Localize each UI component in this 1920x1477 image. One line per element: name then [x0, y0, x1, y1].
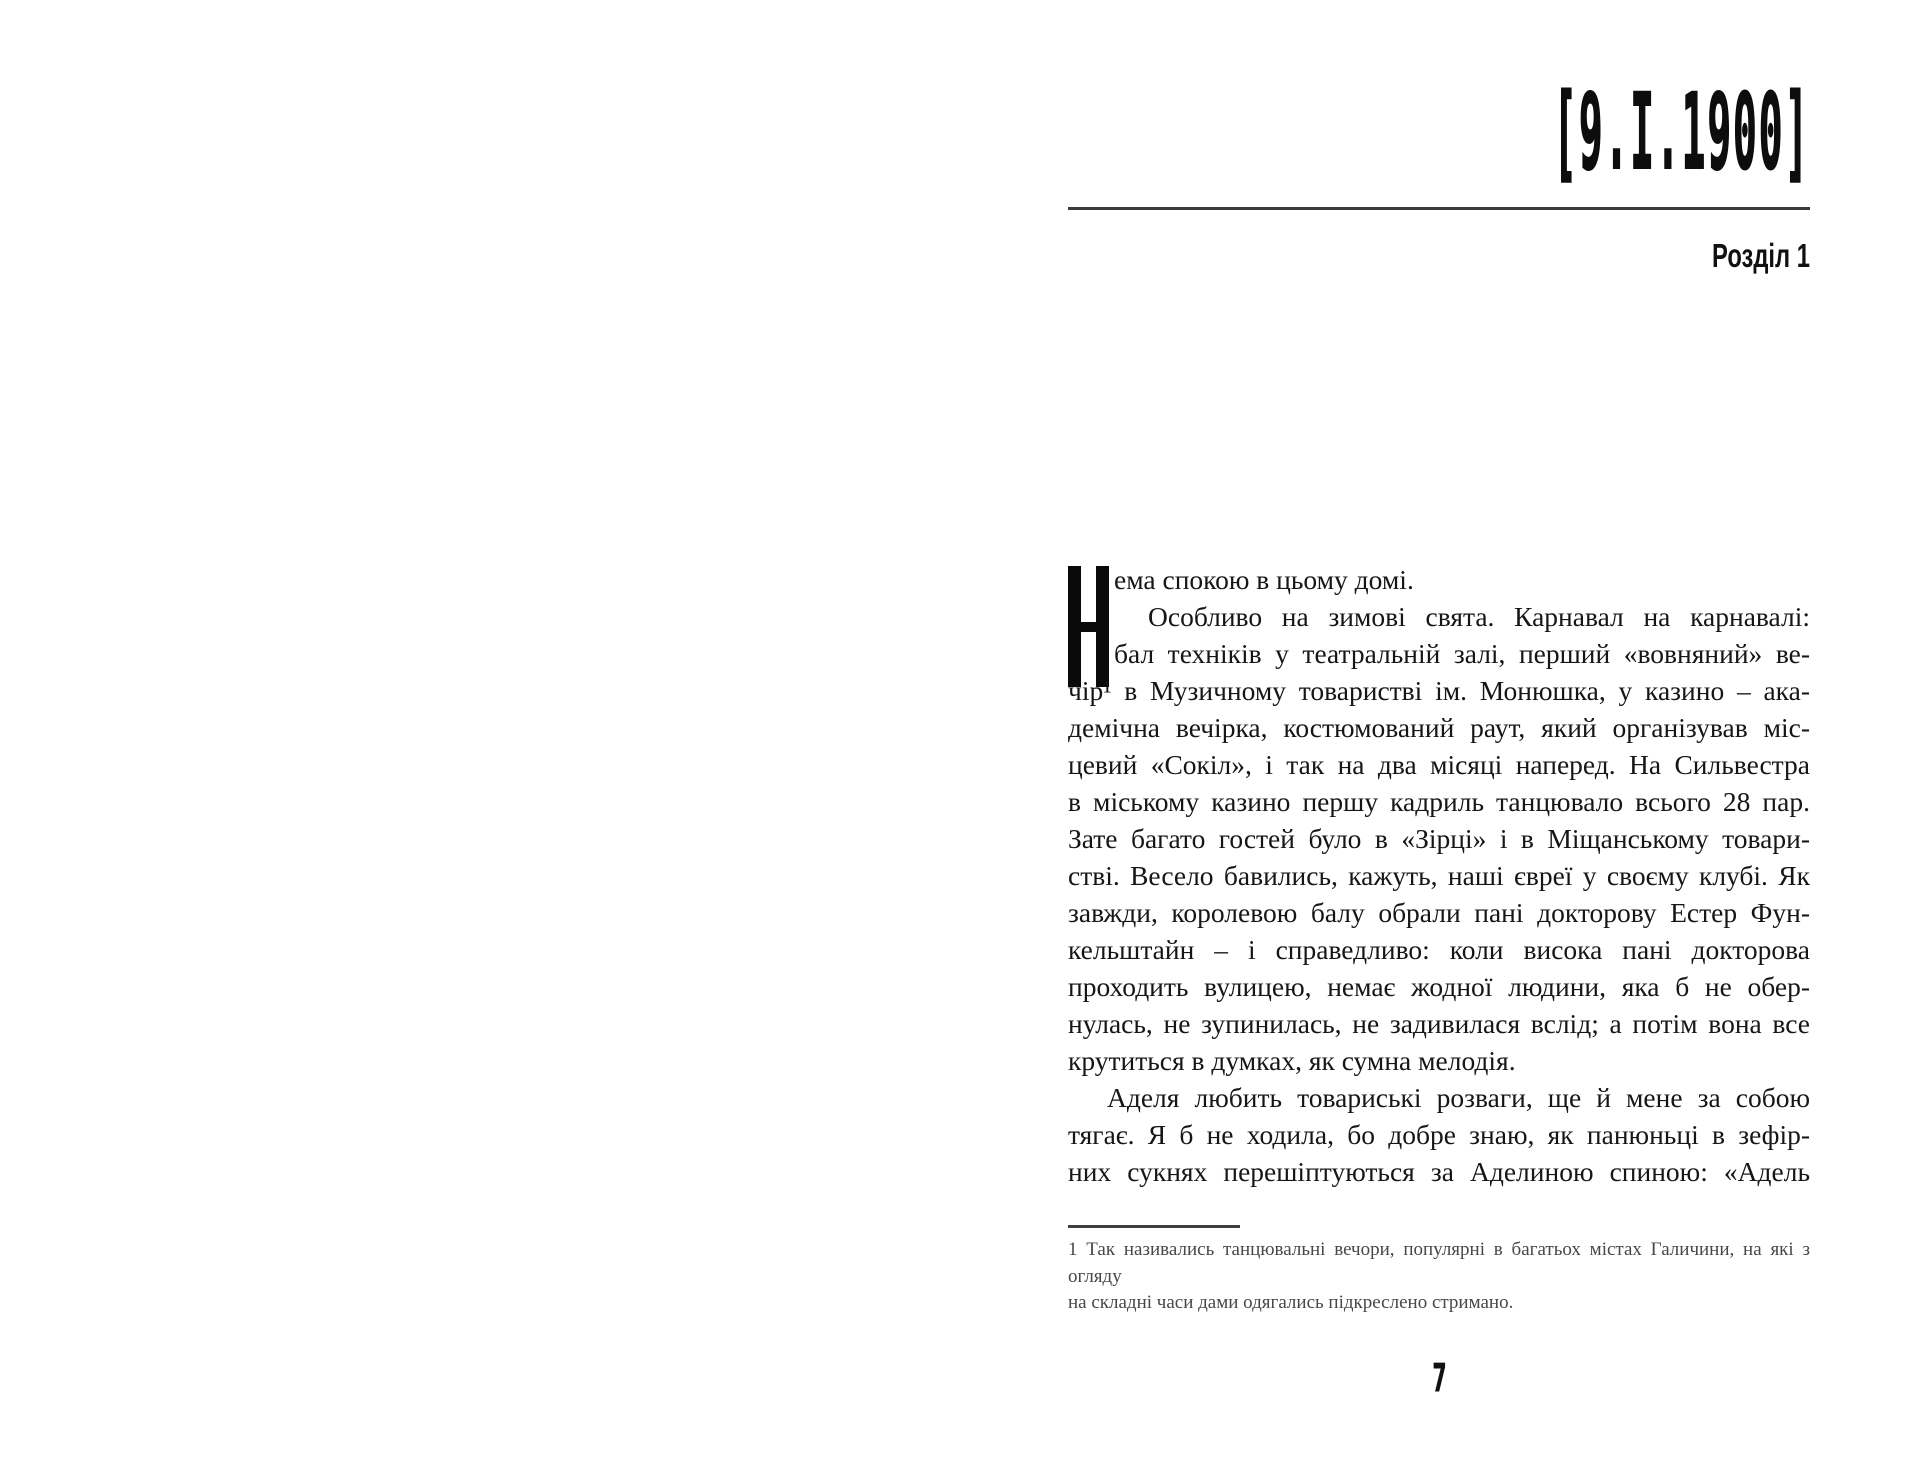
body-text-line: стві. Весело бавились, кажуть, наші євреї у своєму клубі. Як: [1068, 860, 1810, 891]
body-text-line: нулась, не зупинилась, не задивилася вслід; а потім вона все: [1068, 1008, 1810, 1039]
date-heading: [9.I.1900]: [1553, 71, 1810, 193]
body-text-line: бал техніків у театральній залі, перший «вовняний» ве-: [1114, 638, 1810, 669]
body-text-line: в міському казино першу кадриль танцювало всього 28 пар.: [1068, 786, 1810, 817]
body-text-line: Зате багато гостей було в «Зірці» і в Міщанському товари-: [1068, 823, 1810, 854]
body-text-line: Аделя любить товариські розваги, ще й мене за собою: [1107, 1082, 1810, 1113]
body-text: [1068, 561, 1810, 1190]
body-text-line: Особливо на зимові свята. Карнавал на карнавалі:: [1148, 601, 1810, 632]
body-text-line: чір¹ в Музичному товаристві ім. Монюшка, у казино – ака-: [1068, 675, 1810, 706]
body-text-line: ема спокою в цьому домі.: [1114, 564, 1414, 595]
date-heading-wrap: [1134, 71, 1810, 193]
body-text-line: цевий «Сокіл», і так на два місяці наперед. На Сильвестра: [1068, 749, 1810, 780]
footnote-line: на складні часи дами одягались підкреслено стримано.: [1068, 1292, 1514, 1313]
footnote-rule: [1068, 1225, 1240, 1228]
body-text-line: них сукнях перешіптуються за Аделиною спиною: «Адель: [1068, 1156, 1810, 1187]
body-text-line: проходить вулицею, немає жодної людини, яка б не обер-: [1068, 971, 1810, 1002]
body-text-line: крутиться в думках, як сумна мелодія.: [1068, 1045, 1516, 1076]
chapter-label-wrap: [1674, 238, 1810, 274]
body-text-line: завжди, королевою балу обрали пані докторову Естер Фун-: [1068, 897, 1810, 928]
footnote-line: 1 Так називались танцювальні вечори, популярні в багатьох містах Галичини, на які з огляду: [1068, 1239, 1810, 1287]
footnote: [1068, 1237, 1810, 1317]
body-text-line: кельштайн – і справедливо: коли висока пані докторова: [1068, 934, 1810, 965]
body-text-line: демічна вечірка, костюмований раут, який організував міс-: [1068, 712, 1810, 743]
page-number-wrap: [1068, 1358, 1810, 1398]
chapter-label: Розділ 1: [1712, 237, 1810, 274]
page-number: 7: [1431, 1356, 1447, 1400]
header-rule: [1068, 207, 1810, 210]
body-text-line: тягає. Я б не ходила, бо добре знаю, як панюньці в зефір-: [1068, 1119, 1810, 1150]
